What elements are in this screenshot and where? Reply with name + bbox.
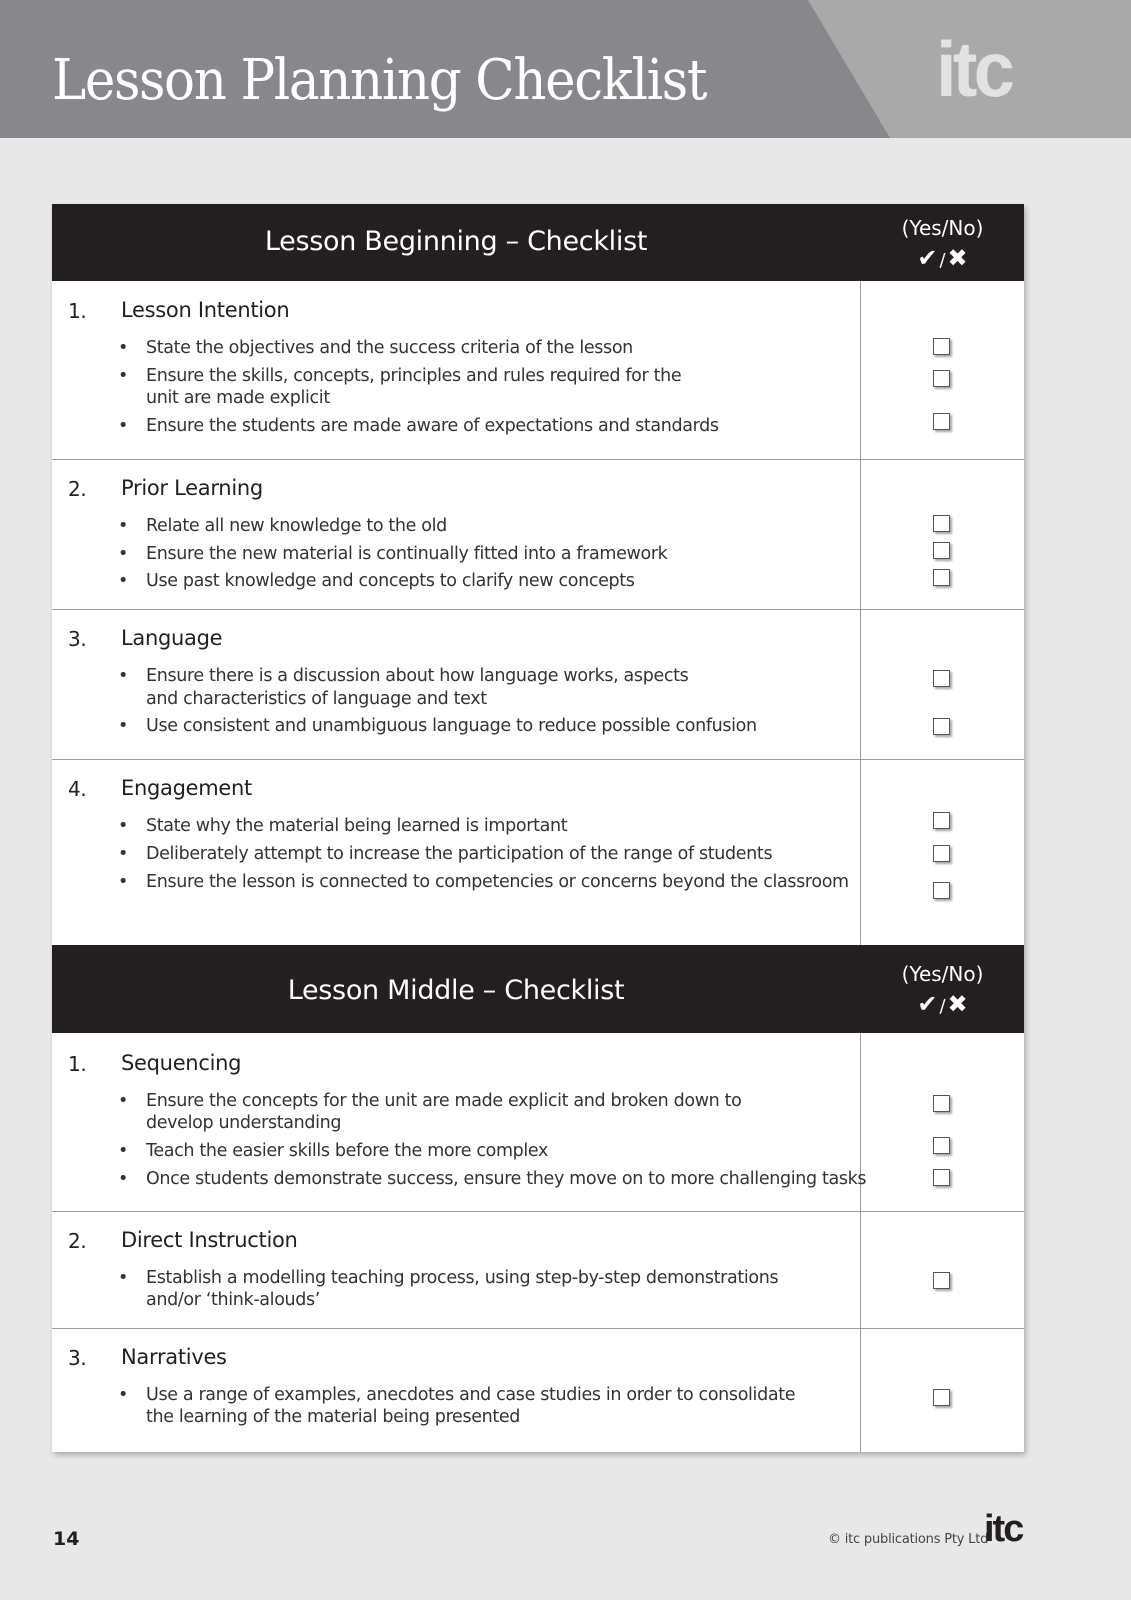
yes-no-label: (Yes/No): [901, 216, 984, 240]
itc-logo: itc: [936, 25, 1012, 113]
slash: /: [939, 996, 946, 1017]
row-divider: [52, 1211, 1024, 1212]
section-header-lesson-middle: [52, 945, 1024, 1033]
checkbox[interactable]: [933, 1095, 950, 1112]
checkbox[interactable]: [933, 515, 950, 532]
checkbox[interactable]: [933, 370, 950, 387]
item-heading: Engagement: [121, 776, 252, 800]
checkbox[interactable]: [933, 542, 950, 559]
checkbox[interactable]: [933, 1389, 950, 1406]
row-divider: [52, 609, 1024, 610]
item-heading: Lesson Intention: [121, 298, 290, 322]
item-number: 1.: [68, 299, 87, 323]
item-heading: Language: [121, 626, 223, 650]
item-heading: Prior Learning: [121, 476, 263, 500]
check-mark-icon: ✔: [917, 990, 938, 1018]
section-header-lesson-beginning: [52, 204, 1024, 281]
checkbox[interactable]: [933, 338, 950, 355]
copyright-notice: © itc publications Pty Ltd: [828, 1532, 989, 1547]
item-number: 4.: [68, 777, 87, 801]
row-divider: [52, 1328, 1024, 1329]
item-number: 3.: [68, 1346, 87, 1370]
check-cross-marks: [861, 990, 1024, 1018]
checkbox[interactable]: [933, 1272, 950, 1289]
item-heading: Sequencing: [121, 1051, 242, 1075]
item-heading: Narratives: [121, 1345, 227, 1369]
item-number: 2.: [68, 477, 87, 501]
checkbox[interactable]: [933, 718, 950, 735]
yes-no-label: (Yes/No): [901, 962, 984, 986]
checkbox[interactable]: [933, 413, 950, 430]
checklist-table: Lesson Beginning – Checklist (Yes/No) ✔ /✖ 1. Lesson Intention • State the objectives and the success criteria of the lesson • Ensure the skills, concepts, principles and rules required for the unit are made explicit • Ensure the students are made aware of expectations and standards 2. Prior Learning • Relate all new knowledge to the old • Ensure the new material is continually fitted into a framework • Use past knowledge and concepts to clarify new concepts 3. Language • Ensure there is a discussion about how language works, aspects and characteristics of language and text • Use consistent and unambiguous language to reduce possible confusion 4. Engagement • State why the material being learned is important • Deliberately attempt to increase the participation of the range of students • Ensure the lesson is connected to competencies or concerns beyond the classroom Lesson Middle – Checklist (Yes/No) ✔ /✖ 1. Sequencing • Ensure the concepts for the unit are made explicit and broken down to develop understanding • Teach the easier skills before the more complex • Once students demonstrate success, ensure they move on to more challenging tasks 2. Direct Instruction • Establish a modelling teaching process, using step-by-step demonstrations and/or ‘think-alouds’ 3. Narratives • Use a range of examples, anecdotes and case studies in order to consolidate the learning of the material being presented: [52, 204, 1024, 1452]
item-number: 3.: [68, 627, 87, 651]
slash: /: [939, 250, 946, 271]
check-cross-marks: [861, 244, 1024, 272]
itc-footer-logo: itc: [984, 1508, 1023, 1550]
row-divider: [52, 459, 1024, 460]
checkbox[interactable]: [933, 845, 950, 862]
column-divider: [860, 204, 861, 1452]
checkbox[interactable]: [933, 1169, 950, 1186]
item-number: 2.: [68, 1229, 87, 1253]
checkbox[interactable]: [933, 1137, 950, 1154]
page-title: Lesson Planning Checklist: [52, 48, 707, 113]
item-number: 1.: [68, 1052, 87, 1076]
section-title: Lesson Beginning – Checklist: [264, 226, 648, 257]
row-divider: [52, 759, 1024, 760]
checkbox[interactable]: [933, 812, 950, 829]
cross-mark-icon: ✖: [947, 990, 968, 1018]
cross-mark-icon: ✖: [947, 244, 968, 272]
section-title: Lesson Middle – Checklist: [287, 975, 625, 1006]
check-mark-icon: ✔: [917, 244, 938, 272]
page-number: 14: [53, 1528, 80, 1550]
checkbox[interactable]: [933, 670, 950, 687]
checkbox[interactable]: [933, 569, 950, 586]
checkbox[interactable]: [933, 882, 950, 899]
item-heading: Direct Instruction: [121, 1228, 298, 1252]
